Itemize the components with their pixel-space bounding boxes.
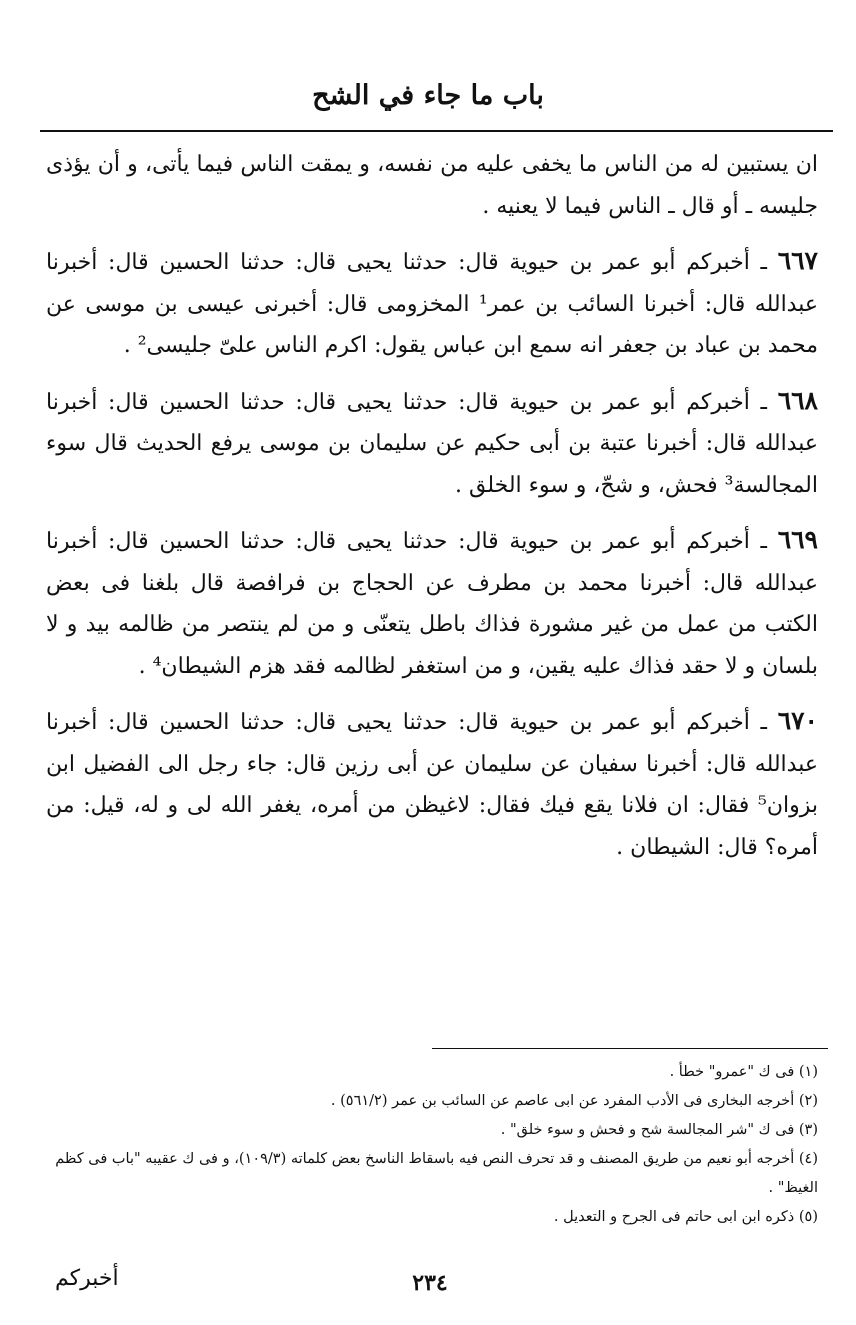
footnote-2: (٢) أخرجه البخارى فى الأدب المفرد عن ابى عاصم عن السائب بن عمر (٥٦١/٢) . xyxy=(330,1093,818,1109)
hadith-entry-670 xyxy=(46,700,818,868)
footnote-3: (٣) فى ك "شر المجالسة شح و فحش و سوء خلق" . xyxy=(500,1122,818,1138)
catchword: أخبركم xyxy=(55,1266,119,1291)
hadith-entry-669 xyxy=(46,519,818,687)
footnote-1: (١) فى ك "عمرو" خطأ . xyxy=(669,1064,818,1080)
paragraph-continuation xyxy=(46,144,818,227)
header-divider xyxy=(40,130,833,132)
entry-number: ٦٦٨ xyxy=(777,385,818,415)
entry-number: ٦٦٧ xyxy=(777,246,818,275)
hadith-entry-667 xyxy=(46,240,818,367)
hadith-entry-668 xyxy=(46,380,818,507)
paragraph-text: ـ أخبركم أبو عمر بن حيوية قال: حدثنا يحيى قال: حدثنا الحسين قال: أخبرنا عبدالله قال: أخبرنا محمد بن مطرف عن الحجاج بن فرافصة قال بلغنا فى بعض الكتب من عمل من غير مشورة فذاك باطل يتعنّى و من لم ينتصر من ظالمه بيد و لا بلسان و لا حقد فذاك عليه يقين، و من استغفر لظالمه فقد هزم الشيطان⁴ . xyxy=(46,529,818,679)
entry-number: ٦٦٩ xyxy=(777,525,818,554)
page-number: ٢٣٤ xyxy=(412,1270,448,1296)
entry-number: ٦٧٠ xyxy=(777,706,818,735)
main-text xyxy=(46,144,818,868)
footnote-4: (٤) أخرجه أبو نعيم من طريق المصنف و قد تحرف النص فيه باسقاط الناسخ بعض كلماته (١٠٩/٣)، و فى ك عقيبه "باب فى كظم الغيظ" . xyxy=(55,1151,818,1196)
paragraph-text: ـ أخبركم أبو عمر بن حيوية قال: حدثنا يحيى قال: حدثنا الحسين قال: أخبرنا عبدالله قال: أخبرنا سفيان عن سليمان عن أبى رزين قال: جاء رجل الى الفضيل ابن بزوان⁵ فقال: ان فلانا يقع فيك فقال: لاغيظن من أمره، يغفر الله لى و له، قيل: من أمره؟ قال: الشيطان . xyxy=(46,710,818,860)
footnote-divider xyxy=(432,1048,828,1049)
footnotes xyxy=(40,1058,818,1232)
paragraph-text: ـ أخبركم أبو عمر بن حيوية قال: حدثنا يحيى قال: حدثنا الحسين قال: أخبرنا عبدالله قال: أخبرنا السائب بن عمر¹ المخزومى قال: أخبرنى عيسى بن موسى عن محمد بن عباد بن جعفر انه سمع ابن عباس يقول: اكرم الناس علىّ جليسى² . xyxy=(46,250,818,358)
paragraph-text: ان يستبين له من الناس ما يخفى عليه من نفسه، و يمقت الناس فيما يأتى، و أن يؤذى جليسه ـ أو قال ـ الناس فيما لا يعنيه . xyxy=(46,152,818,219)
footnote-5: (٥) ذكره ابن ابى حاتم فى الجرح و التعديل . xyxy=(553,1209,818,1225)
page-title: باب ما جاء في الشح xyxy=(312,80,544,111)
paragraph-text: ـ أخبركم أبو عمر بن حيوية قال: حدثنا يحيى قال: حدثنا الحسين قال: أخبرنا عبدالله قال: أخبرنا عتبة بن أبى حكيم عن سليمان بن موسى يرفع الحديث قال سوء المجالسة³ فحش، و شحّ، و سوء الخلق . xyxy=(46,389,818,498)
